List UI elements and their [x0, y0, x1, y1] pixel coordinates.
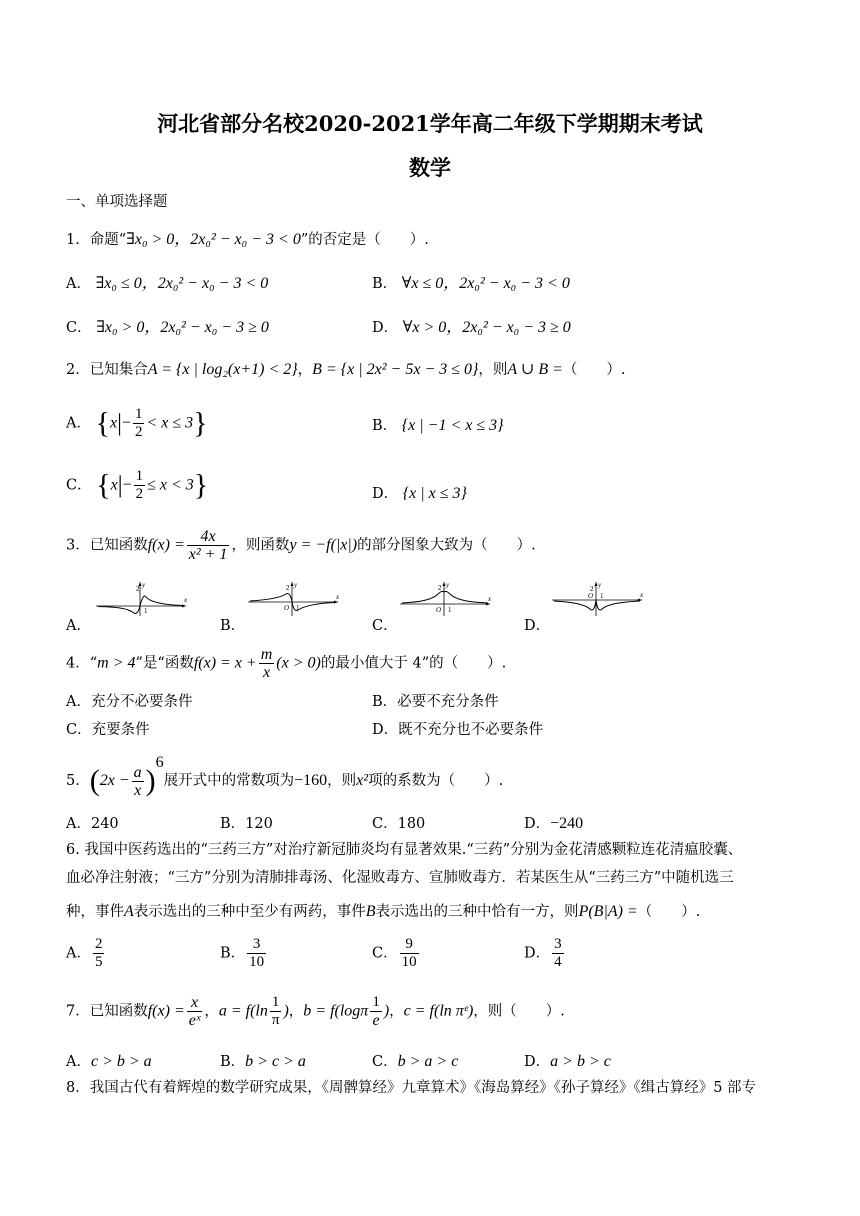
svg-text:2: 2	[286, 584, 290, 592]
question-6-line-3: 种，事件A表示选出的三种中至少有两药，事件B表示选出的三种中恰有一方，则P(B|A) =（ ）.	[66, 903, 701, 920]
q2-option-a[interactable]: A． {x|− $\frac{1}{2}$ < x ≤ 3}	[66, 406, 208, 440]
q4-option-a[interactable]: A．充分不必要条件	[66, 694, 193, 710]
q7-option-c[interactable]: C．b > a > c	[372, 1053, 459, 1070]
graph-c-svg	[398, 580, 494, 618]
question-1-stem: 1．命题“∃x₀ > 0，2x₀² − x₀ − 3 < 0”的否定是（ ）.	[66, 231, 429, 248]
svg-text:1: 1	[448, 606, 452, 614]
question-4-stem: 4．“m > 4”是“函数f(x) = x + $\frac{m}{x}$ (x > 0)的最小值大于 4”的（ ）.	[66, 646, 507, 681]
question-6-line-2: 血必净注射液；“三方”分别为清肺排毒汤、化湿败毒方、宣肺败毒方．若某医生从“三药三方”中随机选三	[66, 870, 734, 886]
q6-option-b[interactable]: B． $\frac{3}{10}$	[220, 936, 265, 970]
svg-text:2: 2	[438, 584, 442, 592]
q3-option-b[interactable]: B．	[220, 618, 246, 634]
question-2-stem: 2．已知集合A = {x | log₂(x+1) < 2}，B = {x | 2x² − 5x − 3 ≤ 0}，则A ∪ B =（ ）.	[66, 361, 626, 378]
question-5-stem: 5．(2x − $\frac{a}{x}$ )$^6$展开式中的常数项为−160，则x²项的系数为（ ）.	[66, 754, 504, 799]
svg-text:O: O	[284, 604, 290, 612]
q3-graph-a[interactable]	[94, 580, 190, 618]
question-7-stem: 7．已知函数f(x) = $\frac{x}{\text{eˣ}}$ ，a = f(ln $\frac{1}{\pi}$ )，b = f(logπ $\frac{1}{e}$ )，c = f(ln πᵉ)，则（ ）.	[66, 994, 565, 1029]
q3-graph-c[interactable]	[398, 580, 494, 618]
q3-option-a[interactable]: A．	[66, 618, 91, 634]
svg-text:2: 2	[136, 585, 140, 593]
question-6-line-1: 6. 我国中医药选出的“三药三方”对治疗新冠肺炎均有显著效果.“三药”分别为金花清感颗粒连花清瘟胶囊、	[66, 842, 743, 858]
page-title: 河北省部分名校2020-2021学年高二年级下学期期末考试	[157, 111, 703, 136]
question-3-stem: 3．已知函数f(x) = $\frac{4x}{\text{x² + 1}}$ ，则函数y = −f(|x|)的部分图象大致为（ ）.	[66, 528, 536, 563]
svg-text:y: y	[294, 581, 298, 589]
q7-option-d[interactable]: D．a > b > c	[524, 1053, 611, 1070]
svg-text:O: O	[588, 592, 594, 600]
q1-option-c[interactable]: C． ∃x₀ > 0，2x₀² − x₀ − 3 ≥ 0	[66, 319, 269, 336]
graph-b-svg	[246, 580, 342, 618]
q2-option-b[interactable]: B． {x | −1 < x ≤ 3}	[372, 417, 504, 434]
svg-text:1: 1	[144, 607, 148, 615]
svg-text:1: 1	[600, 592, 604, 600]
question-8-line-1: 8．我国古代有着辉煌的数学研究成果，《周髀算经》九章算术》《海岛算经》《孙子算经》《缉古算经》5 部专	[66, 1080, 757, 1096]
svg-text:x: x	[184, 596, 188, 604]
q3-graph-d[interactable]	[550, 580, 646, 618]
q3-graph-b[interactable]	[246, 580, 342, 618]
svg-text:y: y	[598, 581, 602, 589]
q1-option-a[interactable]: A． ∃x₀ ≤ 0，2x₀² − x₀ − 3 < 0	[66, 275, 269, 292]
q6-option-c[interactable]: C． $\frac{9}{10}$	[372, 936, 417, 970]
q2-option-c[interactable]: C． {x|− $\frac{1}{2}$ ≤ x < 3}	[66, 468, 209, 502]
q5-option-c[interactable]: C．180	[372, 816, 426, 832]
q5-option-b[interactable]: B．120	[220, 816, 273, 832]
graph-a-svg	[94, 580, 190, 618]
q5-option-d[interactable]: D．−240	[524, 815, 584, 832]
q4-option-c[interactable]: C．充要条件	[66, 722, 150, 738]
q4-option-b[interactable]: B．必要不充分条件	[372, 694, 499, 710]
q3-option-c[interactable]: C．	[372, 618, 398, 634]
q6-option-a[interactable]: A． $\frac{2}{5}$	[66, 936, 103, 970]
q1-option-b[interactable]: B． ∀x ≤ 0，2x₀² − x₀ − 3 < 0	[372, 275, 570, 292]
svg-text:1: 1	[296, 604, 300, 612]
graph-d-svg	[550, 580, 646, 618]
svg-text:x: x	[640, 591, 644, 599]
q7-option-b[interactable]: B．b > c > a	[220, 1053, 306, 1070]
svg-text:x: x	[336, 593, 340, 601]
svg-text:x: x	[488, 595, 492, 603]
subject-title: 数学	[409, 155, 451, 180]
svg-text:2: 2	[590, 585, 594, 593]
section-heading: 一、单项选择题	[66, 194, 168, 210]
q4-option-d[interactable]: D．既不充分也不必要条件	[372, 722, 544, 738]
svg-text:O: O	[436, 606, 442, 614]
q1-option-d[interactable]: D． ∀x > 0，2x₀² − x₀ − 3 ≥ 0	[372, 319, 571, 336]
q5-option-a[interactable]: A．240	[66, 816, 119, 832]
q6-option-d[interactable]: D． $\frac{3}{4}$	[524, 936, 562, 970]
q3-option-d[interactable]: D．	[524, 618, 551, 634]
svg-text:y: y	[142, 581, 146, 589]
svg-text:y: y	[446, 581, 450, 589]
q2-option-d[interactable]: D． {x | x ≤ 3}	[372, 485, 467, 502]
q7-option-a[interactable]: A．c > b > a	[66, 1053, 152, 1070]
